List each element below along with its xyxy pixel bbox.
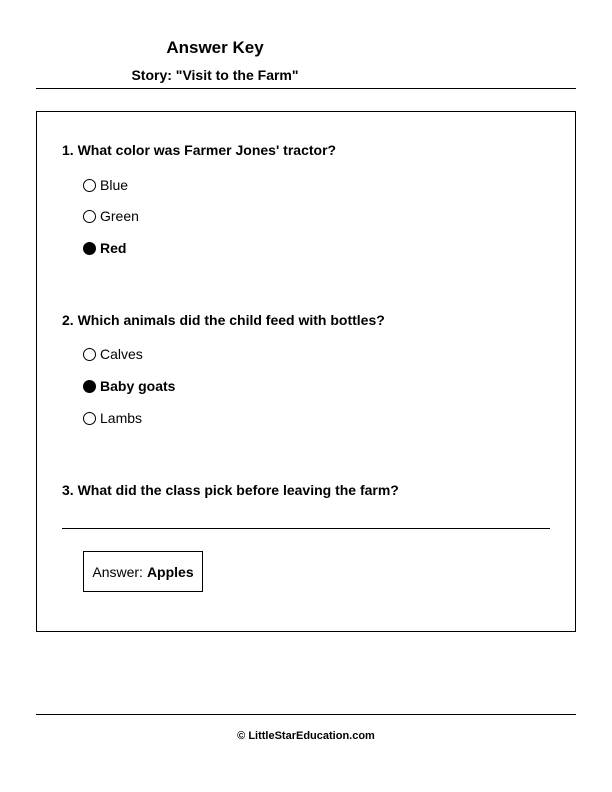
option-label-correct: Red bbox=[100, 240, 127, 256]
question-1-text: 1. What color was Farmer Jones' tractor? bbox=[62, 142, 337, 158]
question-1-option-red[interactable] bbox=[83, 240, 126, 256]
answer-value: Apples bbox=[146, 563, 194, 580]
option-label-correct: Baby goats bbox=[100, 378, 176, 394]
answer-label: Answer: bbox=[92, 563, 143, 580]
question-2-option-lambs[interactable] bbox=[83, 410, 142, 426]
question-3-text: 3. What did the class pick before leaving the farm? bbox=[62, 482, 399, 498]
question-2-option-baby-goats[interactable] bbox=[83, 378, 175, 394]
page-title: Answer Key bbox=[166, 38, 264, 57]
radio-filled-icon bbox=[83, 242, 96, 255]
footer-copyright: © LittleStarEducation.com bbox=[237, 730, 375, 742]
question-2-text: 2. Which animals did the child feed with bottles? bbox=[62, 312, 385, 328]
question-1-option-blue[interactable] bbox=[83, 177, 128, 193]
question-1-option-green[interactable] bbox=[83, 208, 139, 224]
option-label: Blue bbox=[100, 177, 129, 193]
answer-box bbox=[83, 551, 203, 592]
radio-empty-icon bbox=[83, 348, 96, 361]
footer-divider bbox=[36, 714, 576, 715]
story-subtitle: Story: "Visit to the Farm" bbox=[131, 67, 299, 83]
option-label: Lambs bbox=[100, 410, 143, 426]
option-label: Calves bbox=[100, 346, 143, 362]
radio-empty-icon bbox=[83, 179, 96, 192]
radio-empty-icon bbox=[83, 412, 96, 425]
radio-filled-icon bbox=[83, 380, 96, 393]
radio-empty-icon bbox=[83, 210, 96, 223]
answer-line bbox=[62, 528, 550, 529]
question-2-option-calves[interactable] bbox=[83, 346, 143, 362]
option-label: Green bbox=[100, 208, 139, 224]
header-divider bbox=[36, 88, 576, 89]
